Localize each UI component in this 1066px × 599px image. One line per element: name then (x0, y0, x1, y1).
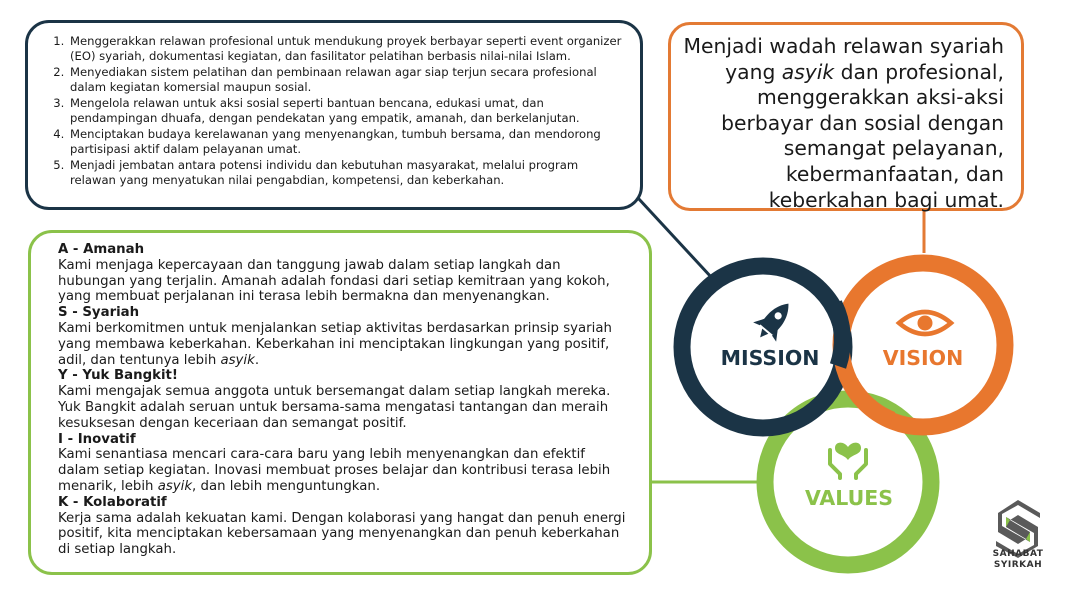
vision-label: VISION (882, 346, 964, 370)
mission-item: 4. Menciptakan budaya kerelawanan yang menyenangkan, tumbuh bersama, dan mendorong partisipasi aktif dalam pelayanan umat. (68, 127, 626, 157)
value-description: Kerja sama adalah kekuatan kami. Dengan kolaborasi yang hangat dan penuh energi positif, kita menciptakan kebersamaan yang menyenangkan dan penuh keberkahan di setiap langkah. (58, 510, 626, 558)
value-description: Kami senantiasa mencari cara-cara baru yang lebih menyenangkan dan efektif dalam setiap kegiatan. Inovasi membuat proses belajar dan kontribusi terasa lebih menarik, lebih asyik, dan lebih menguntungkan. (58, 447, 611, 494)
mission-overlap-arc (834, 304, 842, 366)
mission-list (42, 34, 626, 188)
value-title: A - Amanah (58, 242, 145, 257)
mission-item: 2. Menyediakan sistem pelatihan dan pembinaan relawan agar siap terjun secara profesional dalam kegiatan komersial maupun sosial. (68, 65, 626, 95)
value-description: Kami berkomitmen untuk menjalankan setiap aktivitas berdasarkan prinsip syariah yang membawa keberkahan. Keberkahan ini menciptakan lingkungan yang positif, adil, dan tentunya lebih asyik. (58, 320, 612, 368)
values-label: VALUES (804, 486, 894, 510)
value-item (58, 305, 627, 368)
eye-icon (899, 312, 951, 334)
vision-emphasis: asyik (781, 59, 835, 84)
value-title: Y - Yuk Bangkit! (58, 368, 178, 384)
value-description: Kami mengajak semua anggota untuk bersemangat dalam setiap langkah mereka. Yuk Bangkit adalah seruan untuk bersama-sama mengatasi tantangan dan meraih kesuksesan dengan keceriaan dan semangat positif. (58, 384, 611, 431)
mission-box (25, 20, 643, 210)
rocket-icon (749, 294, 800, 347)
vision-box (668, 22, 1024, 211)
values-box (28, 230, 652, 575)
value-description: Kami menjaga kepercayaan dan tanggung jawab dalam setiap langkah dan hubungan yang terjalin. Amanah adalah fondasi dari setiap kemitraan yang kokoh, yang membuat perjalanan ini terasa lebih bermakna dan menyenangkan. (58, 257, 610, 305)
logo-line1: SAHABAT (992, 549, 1044, 559)
value-title: K - Kolaboratif (58, 494, 167, 510)
value-item (58, 368, 627, 431)
value-title: I - Inovatif (58, 431, 136, 447)
value-title: S - Syariah (58, 305, 140, 321)
heart-hands-icon (830, 443, 866, 478)
mission-item: 3. Mengelola relawan untuk aksi sosial seperti bantuan bencana, edukasi umat, dan pendampingan dhuafa, dengan pendekatan yang empatik, amanah, dan berkelanjutan. (68, 96, 626, 126)
value-item (58, 495, 627, 558)
value-item (58, 242, 627, 305)
mission-label: MISSION (720, 346, 820, 370)
logo-line2: SYIRKAH (993, 560, 1043, 570)
logo-text (990, 549, 1046, 571)
mission-item: 5. Menjadi jembatan antara potensi individu dan kebutuhan masyarakat, melalui program relawan yang menyatukan nilai pengabdian, kompetensi, dan keberkahan. (68, 158, 626, 188)
vision-text: Menjadi wadah relawan syariah yang asyik dan profesional, menggerakkan aksi-aksi berbayar dan sosial dengan semangat pelayanan, kebermanfaatan, dan keberkahan bagi umat. (683, 34, 1004, 212)
mission-item: 1. Menggerakkan relawan profesional untuk mendukung proyek berbayar seperti event organizer (EO) syariah, dokumentasi kegiatan, dan fasilitator pelatihan berbasis nilai-nilai Islam. (68, 34, 626, 64)
value-item (58, 432, 627, 495)
